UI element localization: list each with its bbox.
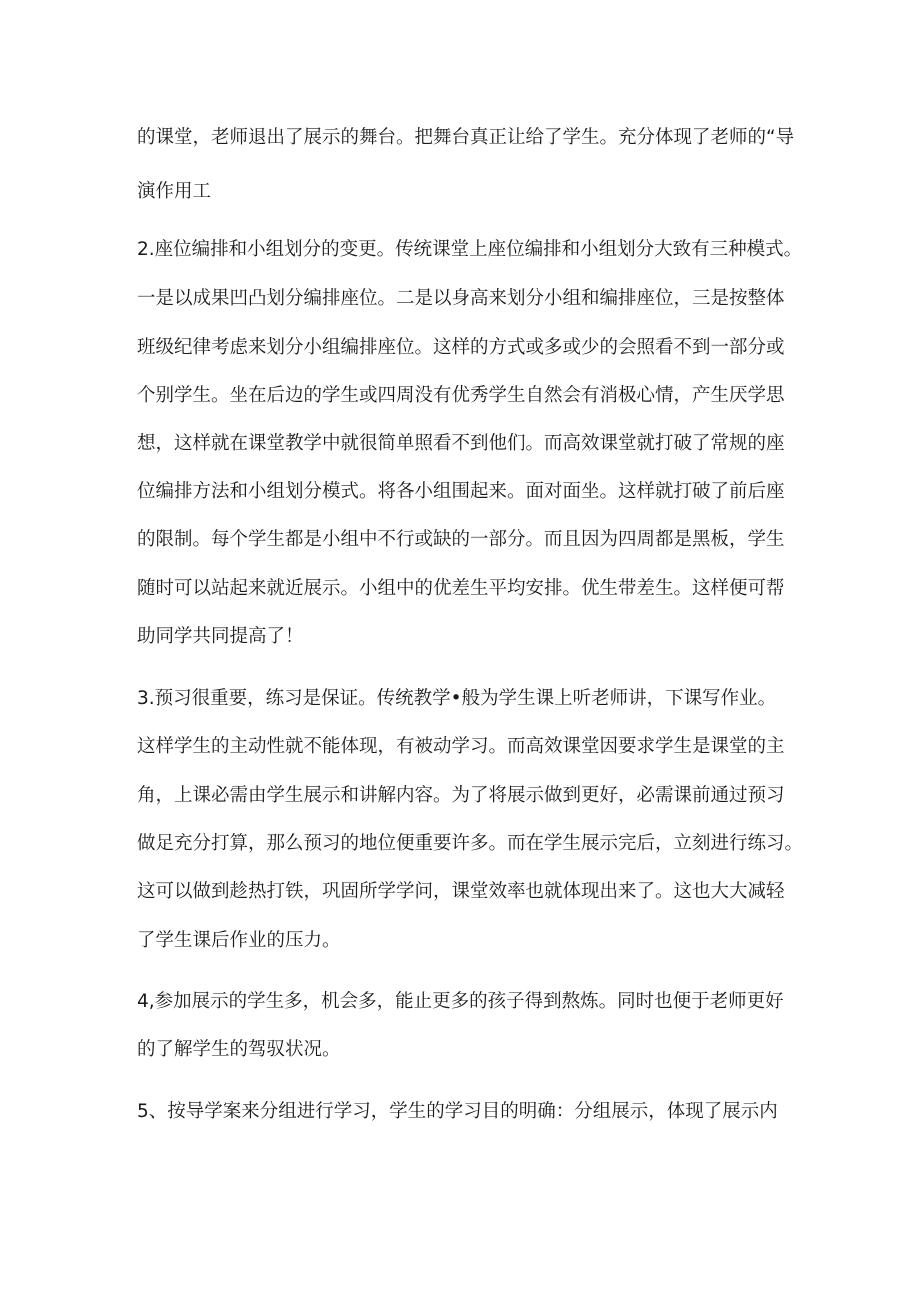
text-line: 了学生课后作业的压力。	[137, 930, 341, 951]
text-line: 的课堂，老师退出了展示的舞台。把舞台真正让给了学生。充分体现了老师的“导	[137, 127, 795, 148]
text-line: 班级纪律考虑来划分小组编排座位。这样的方式或多或少的会照看不到一部分或	[137, 337, 785, 358]
text-line: 位编排方法和小组划分模式。将各小组围起来。面对面坐。这样就打破了前后座	[137, 481, 785, 502]
text-line: 做足充分打算，那么预习的地位便重要许多。而在学生展示完后，立刻进行练习。	[137, 833, 804, 854]
paragraph-2-start: 2.座位编排和小组划分的变更。传统课堂上座位编排和小组划分大致有三种模式。	[137, 239, 803, 260]
text-line: 角，上课必需由学生展示和讲解内容。为了将展示做到更好，必需课前通过预习	[137, 785, 785, 806]
text-line: 演作用工	[137, 181, 212, 202]
text-line: 随时可以站起来就近展示。小组中的优差生平均安排。优生带差生。这样便可帮	[137, 578, 785, 599]
text-line: 个别学生。坐在后边的学生或四周没有优秀学生自然会有消极心情，产生厌学思	[137, 385, 785, 406]
text-line: 这可以做到趁热打铁，巩固所学学问，课堂效率也就体现出来了。这也大大减轻	[137, 881, 785, 902]
text-line: 一是以成果凹凸划分编排座位。二是以身高来划分小组和编排座位，三是按整体	[137, 288, 785, 309]
text-line: 的限制。每个学生都是小组中不行或缺的一部分。而且因为四周都是黑板，学生	[137, 529, 785, 550]
paragraph-5-start: 5、按导学案来分组进行学习，学生的学习目的明确：分组展示，体现了展示内	[137, 1101, 778, 1122]
paragraph-3-start: 3.预习很重要，练习是保证。传统教学•般为学生课上听老师讲，下课写作业。	[137, 688, 777, 709]
text-line: 这样学生的主动性就不能体现，有被动学习。而高效课堂因要求学生是课堂的主	[137, 736, 785, 757]
text-line: 的了解学生的驾驭状况。	[137, 1039, 341, 1060]
text-line: 助同学共同提高了！	[137, 626, 304, 647]
text-line: 想，这样就在课堂教学中就很简单照看不到他们。而高效课堂就打破了常规的座	[137, 433, 785, 454]
paragraph-4-start: 4,参加展示的学生多，机会多，能止更多的孩子得到熬炼。同时也便于老师更好	[137, 991, 784, 1012]
